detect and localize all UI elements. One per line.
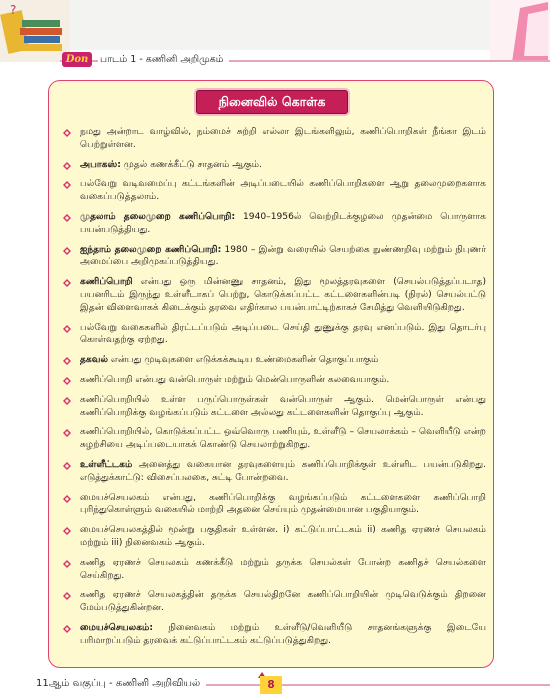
list-item: [56, 426, 486, 452]
item-text: என்பது ஒரு மின்னணு சாதனம், இது மூலத்தரவுகளை (செயல்படுத்தப்படாத) பயனரிடம் இருந்து உள்ளீடாகப் பெற்று, கொடுக்கப்பட்ட கட்டளைகளின்படி (நிரல்) செயல்பட்டு இதன் விளைவாகக் கிடைக்கும் தரவை எதிர்கால பயன்பாட்டிற்காகச் சேமித்து வெளியிடுகிறது.: [80, 277, 486, 313]
brand-logo: Don: [62, 52, 92, 67]
diamond-bullet-icon: [63, 560, 71, 568]
diamond-bullet-icon: [63, 181, 71, 189]
item-bold: முதலாம் தலைமுறை கணிப்பொறி:: [80, 211, 236, 222]
list-item: [56, 159, 486, 172]
diamond-bullet-icon: [63, 462, 71, 470]
list-item: [56, 589, 486, 615]
item-text: பல்வேறு வடிவமைப்பு கட்டங்களின் அடிப்படையில் கணிப்பொறிகளை ஆறு தலைமுறைகளாக வகைப்படுத்தலாம்.: [80, 179, 486, 203]
diamond-bullet-icon: [63, 325, 71, 333]
remember-list: [56, 126, 486, 655]
item-text: கணிப்பொறியில் உள்ள பருப்பொருள்கள் வன்பொருள் ஆகும். மென்பொருள் என்பது கணிப்பொறிக்கு வழங்கப்படும் கட்டளை அல்லது கட்டளைகளின் தொகுப்பு ஆகும்.: [80, 394, 486, 418]
list-item: [56, 178, 486, 204]
list-item: [56, 622, 486, 648]
item-text: மையச்செயலகத்தில் மூன்று பகுதிகள் உள்ளன. i) கட்டுப்பாட்டகம் ii) கணித ஏரணச் செயலகம் மற்றும் iii) நினைவகம் ஆகும்.: [80, 525, 486, 548]
page-header: [0, 50, 550, 70]
item-text: கணிப்பொறி என்பது வன்பொருள் மற்றும் மென்பொருளின் கலவையாகும்.: [80, 374, 390, 385]
item-bold: அபாகஸ்:: [80, 159, 121, 170]
footer-label: 11ஆம் வகுப்பு - கணினி அறிவியல்: [34, 676, 206, 692]
diamond-bullet-icon: [63, 357, 71, 365]
diamond-bullet-icon: [63, 214, 71, 222]
item-bold: கணிப்பொறி: [80, 277, 133, 288]
diamond-bullet-icon: [63, 162, 71, 170]
item-bold: ஐந்தாம் தலைமுறை கணிப்பொறி:: [80, 244, 222, 255]
list-item: [56, 374, 486, 387]
item-bold: தகவல்: [80, 355, 108, 366]
diamond-bullet-icon: [63, 129, 71, 137]
list-item: [56, 492, 486, 518]
list-item: [56, 354, 486, 367]
item-text: நமது அன்றாட வாழ்வில், நம்மைச் சுற்றி எல்லா இடங்களிலும், கணிப்பொறிகள் நீங்கா இடம் பெற்றுள்ளன.: [80, 127, 486, 150]
list-item: [56, 557, 486, 583]
list-item: [56, 126, 486, 152]
svg-text:?: ?: [10, 3, 17, 17]
item-text: 1980 – இன்று வரையில் செயற்கை நுண்ணறிவு மற்றும் நிபுணர் அமைப்பை அறிமுகப்படுத்தியது.: [80, 244, 486, 268]
item-text: கணிப்பொறியில், கொடுக்கப்பட்ட ஒவ்வொரு பணியும், உள்ளீடு – செயலாக்கம் – வெளியீடு என்ற சுழற்சியை அடிப்படையாகக் கொண்டு செயலாற்றுகிறது.: [80, 427, 486, 451]
chapter-title: பாடம் 1 - கணினி அறிமுகம்: [98, 53, 229, 67]
item-text: 1940–1956ல் வெற்றிடக்குழலை முதன்மை பொருளாக பயன்படுத்தியது.: [80, 211, 486, 235]
item-bold: மையச்செயலகம்:: [80, 622, 153, 633]
list-item: [56, 459, 486, 485]
list-item: [56, 524, 486, 550]
diamond-bullet-icon: [63, 495, 71, 503]
list-item: [56, 394, 486, 420]
item-text: அனைத்து வகையான தரவுகளையும் கணிப்பொறிக்குள் உள்ளிட பயன்படுகிறது. எடுத்துக்காட்டு: விசைப்பலகை, சுட்டி போன்றவை.: [80, 459, 486, 483]
diamond-bullet-icon: [63, 592, 71, 600]
item-text: பல்வேறு வகைகளில் திரட்டப்படும் அடிப்படை செய்தி துணுக்கு தரவு எனப்படும். இது தொடர்பு கொள்வதற்கு ஏற்றது.: [80, 322, 486, 346]
item-text: மையச்செயலகம் என்பது, கணிப்பொறிக்கு வழங்கப்படும் கட்டளைகளை கணிப்பொறி புரிந்துகொள்ளும் வகையில் மாற்றி அதனை செய்யும் முதன்மையான பகுதியாகும்.: [80, 492, 486, 516]
diamond-bullet-icon: [63, 397, 71, 405]
page-number: 8: [260, 676, 282, 694]
item-text: என்பது முடிவுகளை எடுக்கக்கூடிய உண்மைகளின் தொகுப்பாகும்: [108, 355, 379, 366]
item-text: கணித ஏரணச் செயலகத்தின் தருக்க செயல்திறனே கணிப்பொறியின் முடிவெடுக்கும் திறனை மேம்படுத்துகின்றன.: [80, 590, 486, 614]
list-item: [56, 276, 486, 314]
top-banner-strip: [70, 0, 490, 50]
list-item: [56, 211, 486, 237]
diamond-bullet-icon: [63, 279, 71, 287]
item-text: நினைவகம் மற்றும் உள்ளீடு/வெளியீடு சாதனங்களுக்கு இடையே பரிமாறப்படும் தரவைக் கட்டுப்பாட்டகம் கட்டுப்படுத்துகிறது.: [80, 622, 486, 646]
list-item: [56, 244, 486, 270]
diamond-bullet-icon: [63, 527, 71, 535]
diamond-bullet-icon: [63, 377, 71, 385]
item-text: முதல் கணக்கீட்டு சாதனம் ஆகும்.: [120, 159, 262, 170]
diamond-bullet-icon: [63, 429, 71, 437]
list-item: [56, 322, 486, 348]
item-text: கணித ஏரணச் செயலகம் கணக்கீடு மற்றும் தருக்க செயல்கள் போன்ற கணிதச் செயல்களை செய்கிறது.: [80, 557, 486, 581]
item-bold: உள்ளீட்டகம்: [80, 459, 133, 470]
box-title: நினைவில் கொள்க: [196, 90, 348, 114]
diamond-bullet-icon: [63, 625, 71, 633]
diamond-bullet-icon: [63, 247, 71, 255]
